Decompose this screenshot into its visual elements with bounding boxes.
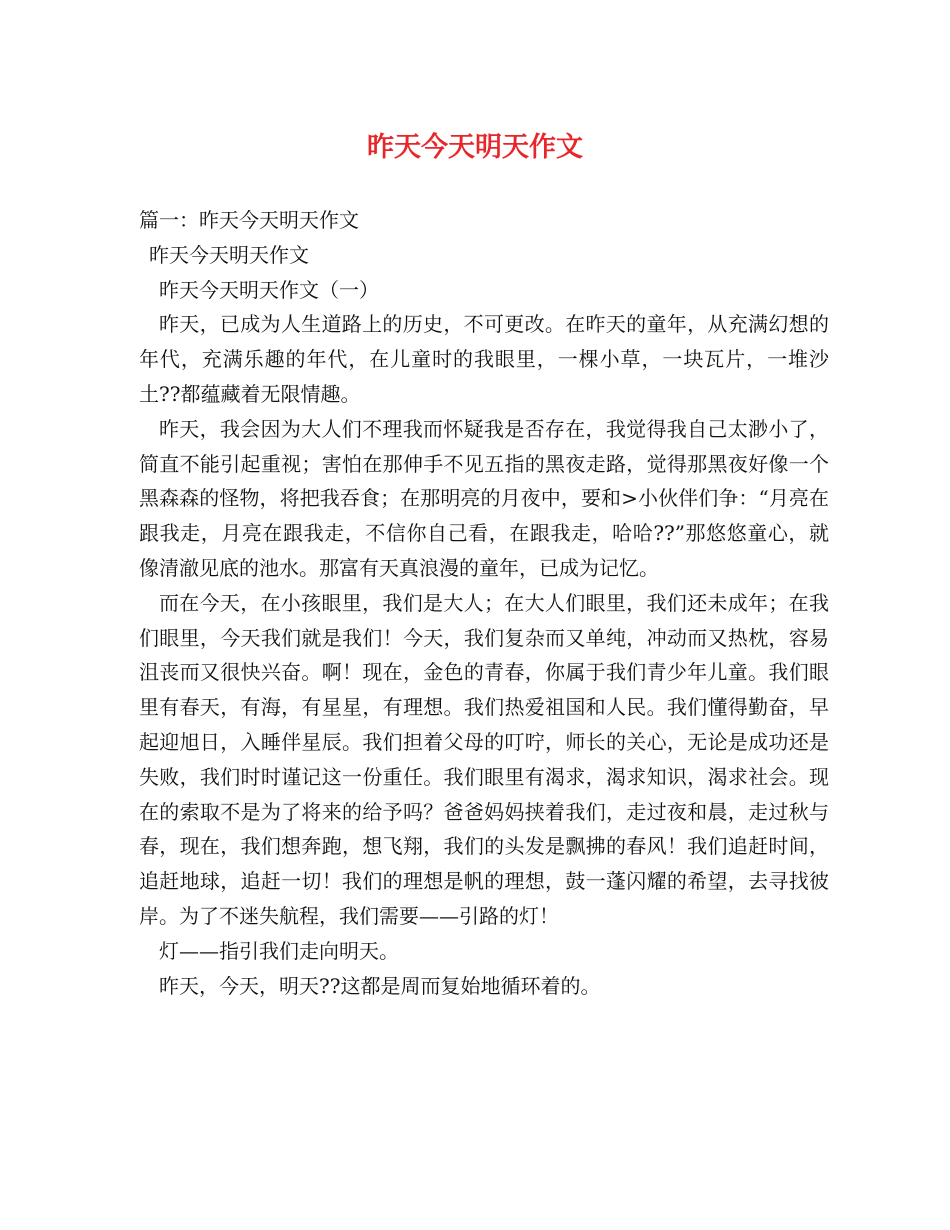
paragraph: 昨天，已成为人生道路上的历史，不可更改。在昨天的童年，从充满幻想的年代，充满乐趣的年代，在儿童时的我眼里，一棵小草，一块瓦片，一堆沙土??都蕴藏着无限情趣。: [139, 312, 829, 406]
paragraph: 昨天，今天，明天??这都是周而复始地循环着的。: [159, 973, 601, 998]
document-body: [139, 203, 829, 1003]
section-heading: 篇一：昨天今天明天作文: [139, 208, 359, 232]
paragraph: 而在今天，在小孩眼里，我们是大人；在大人们眼里，我们还未成年；在我们眼里，今天我们就是我们！今天，我们复杂而又单纯，冲动而又热枕，容易沮丧而又很快兴奋。啊！现在，金色的青春，你属于我们青少年儿童。我们眼里有春天，有海，有星星，有理想。我们热爱祖国和人民。我们懂得勤奋，早起迎旭日，入睡伴星辰。我们担着父母的叮咛，师长的关心，无论是成功还是失败，我们时时谨记这一份重任。我们眼里有渴求，渴求知识，渴求社会。现在的索取不是为了将来的给予吗？爸爸妈妈挟着我们，走过夜和晨，走过秋与春，现在，我们想奔跑，想飞翔，我们的头发是飘拂的春风！我们追赶时间，追赶地球，追赶一切！我们的理想是帆的理想，鼓一蓬闪耀的希望，去寻找彼岸。为了不迷失航程，我们需要——引路的灯！: [139, 590, 829, 928]
essay-subtitle: 昨天今天明天作文（一）: [159, 277, 379, 302]
paragraph: 灯——指引我们走向明天。: [159, 938, 399, 963]
paragraph: 昨天，我会因为大人们不理我而怀疑我是否存在，我觉得我自己太渺小了，简直不能引起重视；害怕在那伸手不见五指的黑夜走路，觉得那黑夜好像一个黑森森的怪物，将把我吞食；在那明亮的月夜中，要和>小伙伴们争：“月亮在跟我走，月亮在跟我走，不信你自己看，在跟我走，哈哈??”那悠悠童心，就像清澈见底的池水。那富有天真浪漫的童年，已成为记忆。: [139, 416, 829, 580]
document-title: 昨天今天明天作文: [367, 132, 583, 163]
essay-title: 昨天今天明天作文: [149, 242, 309, 267]
